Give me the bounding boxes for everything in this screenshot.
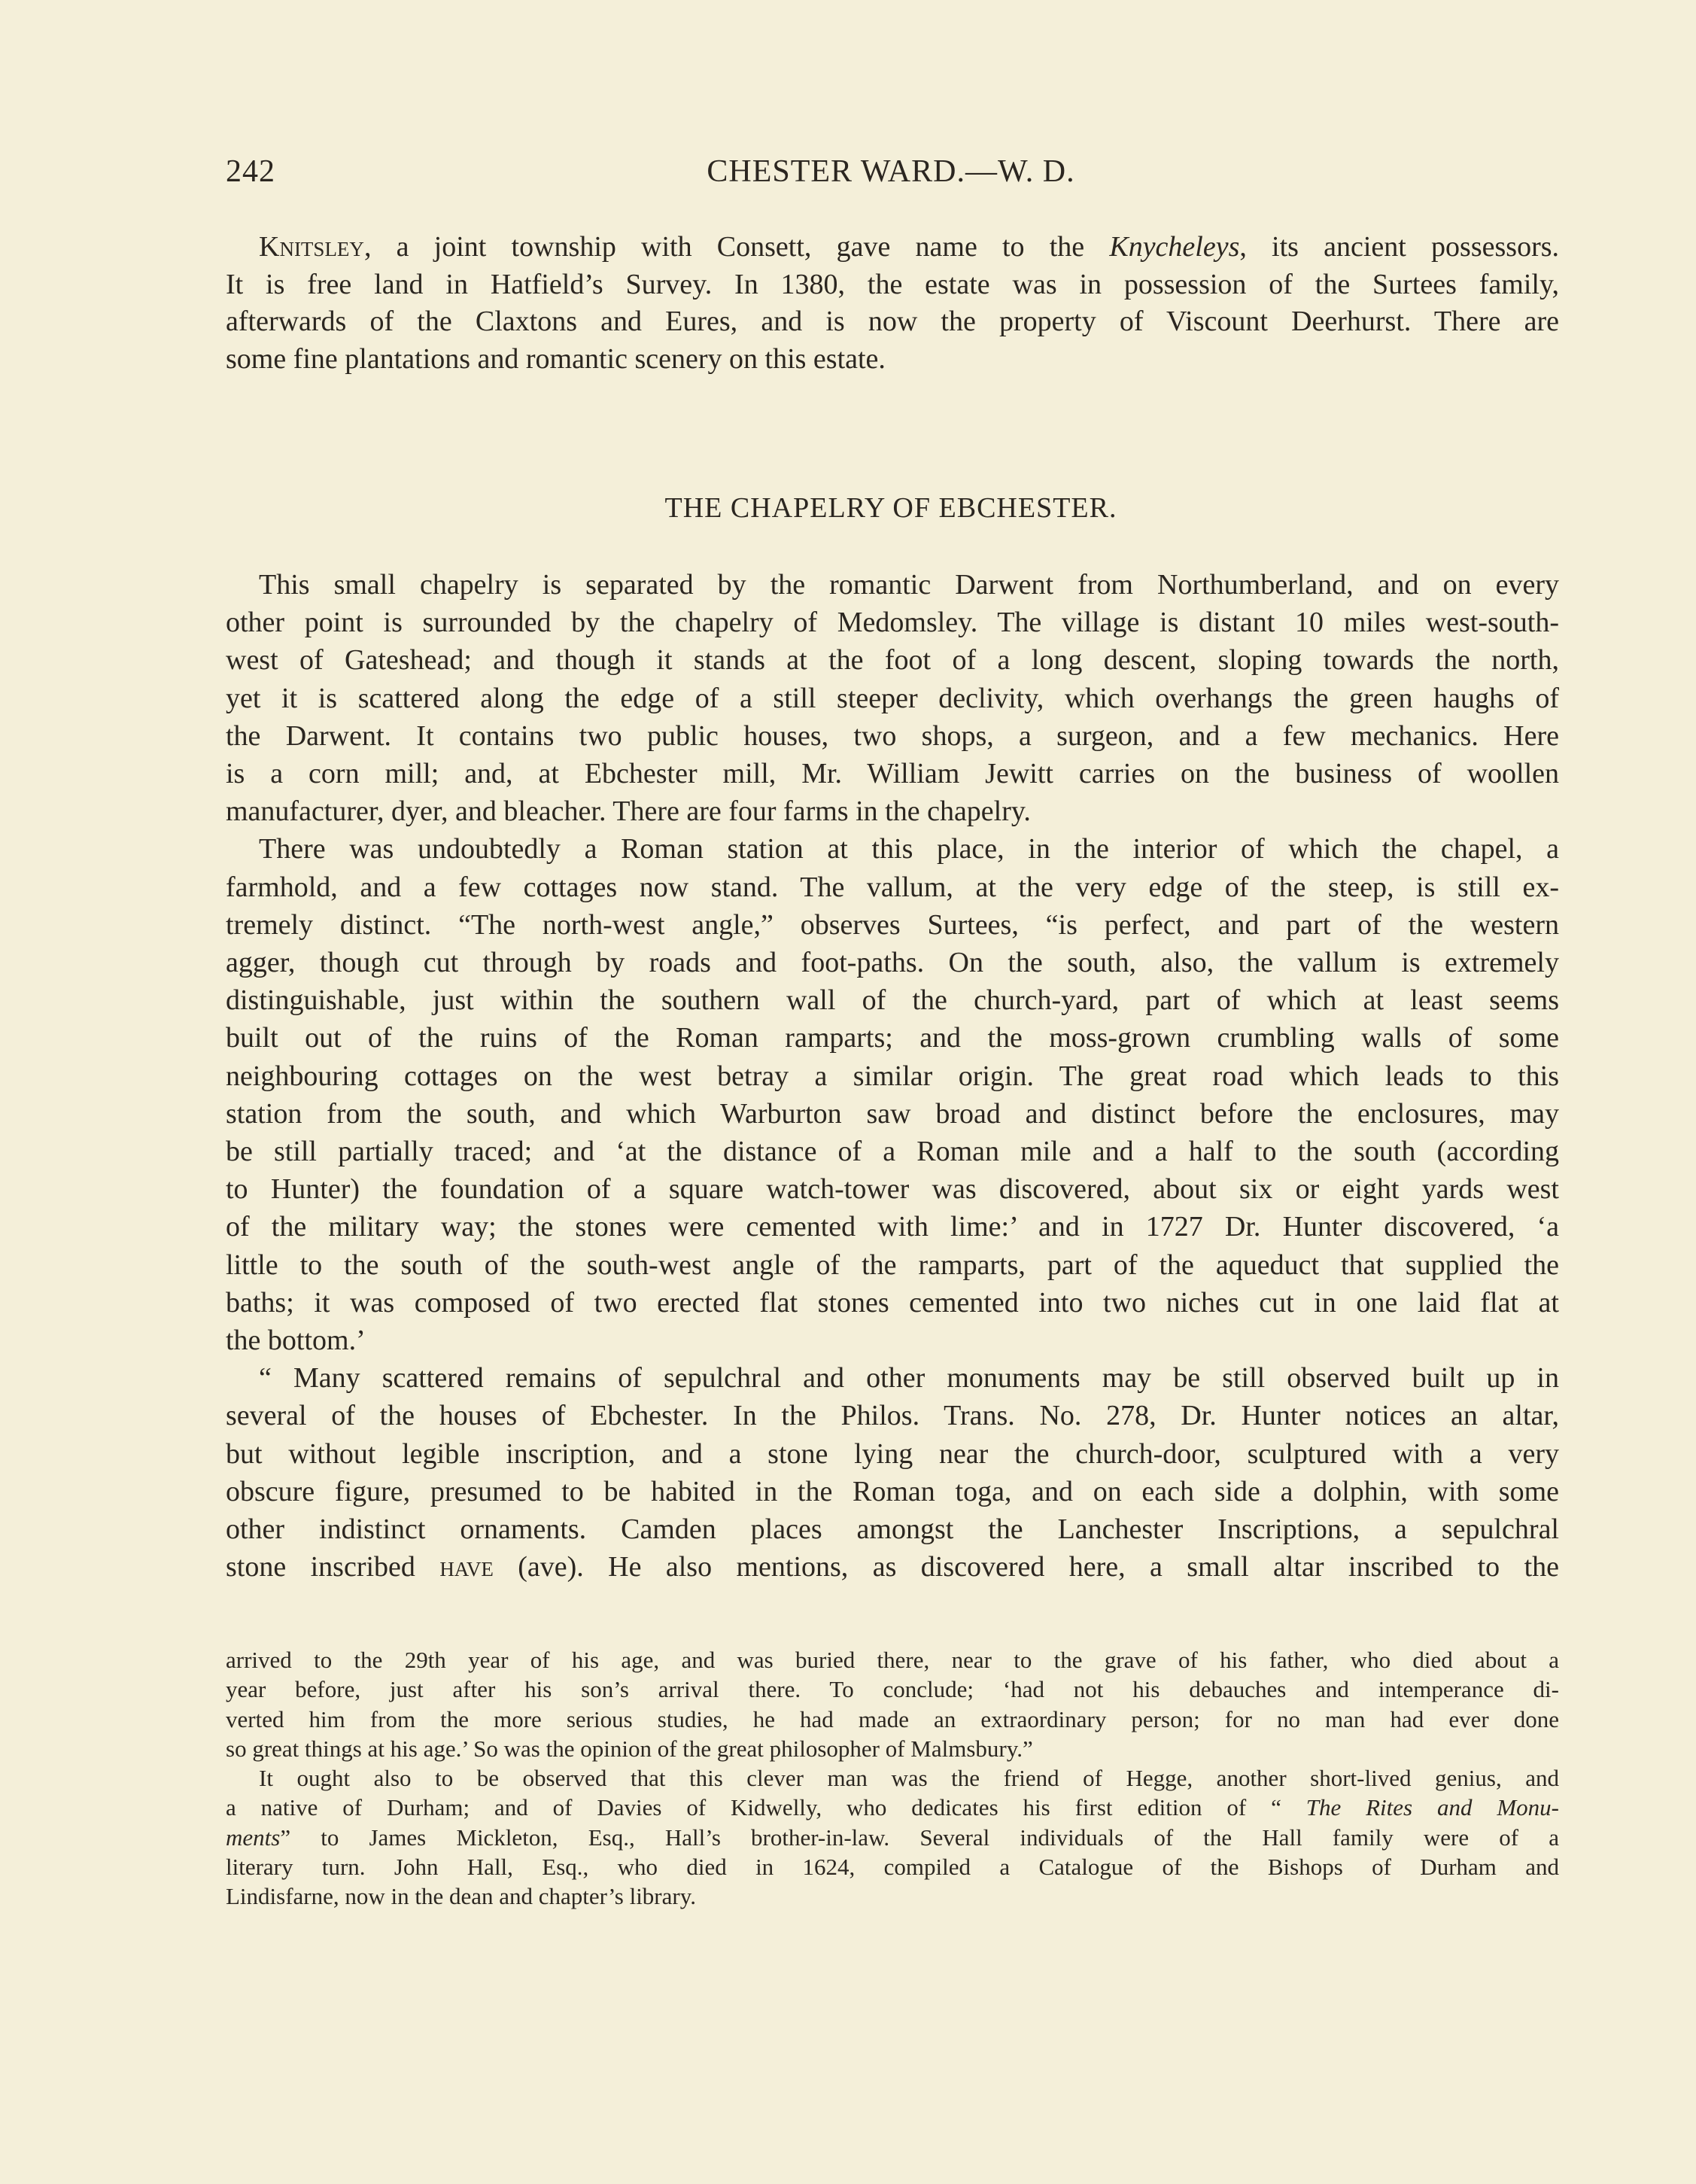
text-segment: of the military way; the stones were cemented with lime:’ and in 1727 Dr. Hunter discovered, ‘a (226, 1211, 1559, 1243)
text-segment: farmhold, and a few cottages now stand. The vallum, at the very edge of the steep, is still ex- (226, 871, 1559, 903)
text-segment: arrived to the 29th year of his age, and was buried there, near to the grave of his father, who died about a (226, 1647, 1559, 1673)
italic-text: The Rites and Monu- (1305, 1794, 1559, 1821)
text-line (226, 868, 1559, 906)
text-segment: verted him from the more serious studies, he had made an extraordinary person; for no man had ever done (226, 1705, 1559, 1732)
text-segment: obscure figure, presumed to be habited in the Roman toga, and on each side a dolphin, with some (226, 1475, 1559, 1507)
text-line (226, 1675, 1559, 1704)
text-segment: be still partially traced; and ‘at the distance of a Roman mile and a half to the south (according (226, 1136, 1559, 1168)
text-segment: a native of Durham; and of Davies of Kidwelly, who dedicates his first edition of “ (226, 1794, 1306, 1821)
text-segment: There was undoubtedly a Roman station at this place, in the interior of which the chapel, a (259, 833, 1559, 865)
text-segment: is a corn mill; and, at Ebchester mill, Mr. William Jewitt carries on the business of woollen (226, 758, 1559, 790)
text-segment: little to the south of the south-west angle of the ramparts, part of the aqueduct that supplied the (226, 1249, 1559, 1281)
text-line (226, 1881, 1559, 1911)
text-segment: neighbouring cottages on the west betray a similar origin. The great road which leads to this (226, 1060, 1559, 1092)
text-segment: , a joint township with Consett, gave name to the (363, 231, 1110, 263)
text-segment: but without legible inscription, and a stone lying near the church-door, sculptured with a very (226, 1437, 1559, 1470)
italic-text: Knycheleys (1109, 231, 1240, 263)
text-line (226, 604, 1559, 641)
text-line (226, 981, 1559, 1019)
italic-text: ments (226, 1824, 281, 1851)
text-line (226, 1322, 1559, 1359)
text-segment: the bottom.’ (226, 1325, 366, 1357)
text-segment: stone inscribed (226, 1551, 440, 1583)
section-title: THE CHAPELRY OF EBCHESTER. (664, 492, 1117, 524)
text-segment: , its ancient possessors. (1239, 231, 1560, 263)
text-line (226, 303, 1559, 341)
text-line (226, 1284, 1559, 1322)
text-segment: manufacturer, dyer, and bleacher. There are four farms in the chapelry. (226, 795, 1031, 828)
text-segment: other point is surrounded by the chapelry of Medomsley. The village is distant 10 miles west-south- (226, 607, 1559, 639)
text-line (226, 341, 1559, 379)
running-title: CHESTER WARD.—W. D. (707, 154, 1075, 189)
text-line (226, 944, 1559, 981)
text-segment: This small chapelry is separated by the romantic Darwent from Northumberland, and on every (259, 569, 1559, 601)
text-segment: several of the houses of Ebchester. In the Philos. Trans. No. 278, Dr. Hunter notices an altar, (226, 1400, 1559, 1432)
text-line (226, 1510, 1559, 1548)
text-line (226, 717, 1559, 755)
text-line (226, 641, 1559, 679)
text-line (226, 1095, 1559, 1133)
text-segment: literary turn. John Hall, Esq., who died in 1624, compiled a Catalogue of the Bishops of Durham and (226, 1854, 1559, 1881)
text-line (226, 1397, 1559, 1434)
text-line (226, 1734, 1559, 1763)
text-line (226, 1705, 1559, 1734)
text-line (226, 566, 1559, 604)
text-segment: station from the south, and which Warburton saw broad and distinct before the enclosures, may (226, 1097, 1559, 1130)
text-segment: It ought also to be observed that this clever man was the friend of Hegge, another short-lived genius, and (259, 1765, 1559, 1792)
text-segment: afterwards of the Claxtons and Eures, and is now the property of Viscount Deerhurst. There are (226, 306, 1559, 337)
text-segment: It is free land in Hatfield’s Survey. In 1380, the estate was in possession of the Surtees family, (226, 268, 1559, 300)
chapelry-body-text (226, 566, 1559, 1586)
text-segment: built out of the ruins of the Roman ramparts; and the moss-grown crumbling walls of some (226, 1022, 1559, 1054)
text-segment: to Hunter) the foundation of a square watch-tower was discovered, about six or eight yards west (226, 1173, 1559, 1206)
footnote-text (226, 1645, 1559, 1912)
small-caps-text: Knitsley (259, 231, 364, 263)
text-line (226, 1057, 1559, 1095)
text-segment: “ Many scattered remains of sepulchral and other monuments may be still observed built up in (259, 1362, 1559, 1395)
text-segment: agger, though cut through by roads and foot-paths. On the south, also, the vallum is extremely (226, 947, 1559, 979)
text-line (226, 1793, 1559, 1822)
text-line (226, 1208, 1559, 1246)
text-line (226, 1359, 1559, 1397)
text-line (226, 1246, 1559, 1284)
small-caps-text: have (439, 1551, 494, 1583)
text-line (226, 1763, 1559, 1793)
text-segment: tremely distinct. “The north-west angle,” observes Surtees, “is perfect, and part of the western (226, 908, 1559, 941)
text-line (226, 1548, 1559, 1586)
text-segment: ” to James Mickleton, Esq., Hall’s brother-in-law. Several individuals of the Hall family were of a (280, 1824, 1559, 1851)
knitsley-paragraph (226, 229, 1559, 378)
text-line (226, 1823, 1559, 1852)
text-segment: Lindisfarne, now in the dean and chapter’s library. (226, 1883, 696, 1910)
text-line (226, 755, 1559, 792)
text-segment: baths; it was composed of two erected flat stones cemented into two niches cut in one laid flat at (226, 1286, 1559, 1319)
text-line (226, 266, 1559, 304)
text-line (226, 1019, 1559, 1057)
text-line (226, 792, 1559, 830)
text-line (226, 1435, 1559, 1473)
text-segment: some fine plantations and romantic scenery on this estate. (226, 342, 886, 375)
text-line (226, 1170, 1559, 1208)
text-segment: (ave). He also mentions, as discovered here, a small altar inscribed to the (493, 1551, 1559, 1583)
text-segment: year before, just after his son’s arrival there. To conclude; ‘had not his debauches and intemperance di- (226, 1676, 1559, 1703)
text-line (226, 1645, 1559, 1675)
text-segment: yet it is scattered along the edge of a still steeper declivity, which overhangs the green haughs of (226, 682, 1559, 714)
text-line (226, 830, 1559, 868)
text-line (226, 1473, 1559, 1510)
text-line (226, 1133, 1559, 1170)
text-segment: so great things at his age.’ So was the opinion of the great philosopher of Malmsbury.” (226, 1735, 1033, 1762)
text-segment: other indistinct ornaments. Camden places amongst the Lanchester Inscriptions, a sepulchral (226, 1513, 1559, 1546)
text-line (226, 680, 1559, 717)
text-line (226, 1852, 1559, 1881)
text-segment: west of Gateshead; and though it stands at the foot of a long descent, sloping towards the north, (226, 644, 1559, 677)
text-line (226, 906, 1559, 944)
text-segment: the Darwent. It contains two public houses, two shops, a surgeon, and a few mechanics. Here (226, 719, 1559, 752)
text-line (226, 229, 1559, 266)
text-segment: distinguishable, just within the southern wall of the church-yard, part of which at least seems (226, 984, 1559, 1017)
page-number: 242 (226, 154, 275, 189)
